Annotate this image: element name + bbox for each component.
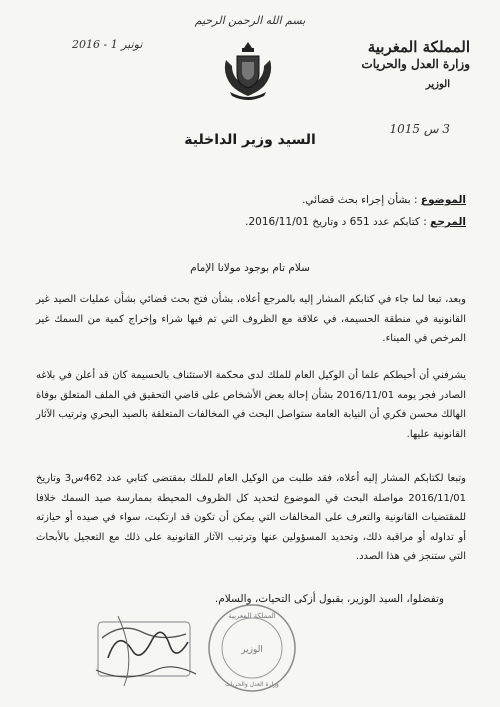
kingdom-name: المملكة المغربية [367,38,470,56]
paragraph-3: وتبعا لكتابكم المشار إليه أعلاه، فقد طلبت من الوكيل العام للملك بمقتضى كتابي عدد 462س3 وتاريخ 2016/11/01 مواصلة البحث في الموضوع لتحديد كل الظروف المحيطة بممارسة صيد السمك خلافا للمقتضيات القانونية والتعرف على المخالفات التي يمكن أن تكون قد ارتكبت، سواء في صيده أو حيازته أو تداوله أو مراقبة ذلك، وتحديد المسؤولين عنها وترتيب الآثار القانونية على ذلك مع التعجيل بالأبحاث التي ستنجز في هذا الصدد. [36,473,467,562]
paragraph-1: وبعد، تبعا لما جاء في كتابكم المشار إليه بالمرجع أعلاه، بشأن فتح بحث قضائي بشأن عمليات الصيد غير القانونية في منطقة الحسيمة، في علاقة مع الظروف التي تم فيها شراء وإخراج كمية من السمك غير المرخص في الميناء. [36,294,466,344]
basmala: بسم الله الرحمن الرحيم [194,14,306,27]
official-round-stamp-icon [206,602,298,694]
office-name: الوزير [425,79,450,90]
stamp-center-text: الوزير [241,645,263,655]
subject-text: : بشأن إجراء بحث قضائي. [302,194,418,206]
handwritten-date: 2016 - 1 نونبر [72,38,143,51]
subject-line [302,194,466,206]
signature-stamp-icon [88,608,208,698]
reference-label: المرجع [430,216,466,228]
royal-coat-of-arms-icon [220,40,276,102]
ministry-name: وزارة العدل والحريات [361,57,470,71]
addressee: السيد وزير الداخلية [184,132,316,148]
paragraph-2: يشرفني أن أحيطكم علما أن الوكيل العام للملك لدى محكمة الاستئناف بالحسيمة كان قد أعلن في بلاغه الصادر فجر يومه 2016/11/01 بشأن إحالة بعض الأشخاص على قاضي التحقيق في الملف المتعلق بوفاة الهالك محسن فكري أن النيابة العامة ستواصل البحث في المخالفات المتعلقة بالصيد البحري وترتيب الآثار القانونية عليها. [36,370,466,440]
greeting: سلام تام بوجود مولانا الإمام [190,262,310,274]
reference-text: : كتابكم عدد 651 د وتاريخ 2016/11/01. [245,216,427,228]
kingdom-header [350,38,470,92]
stamp-bottom-text: وزارة العدل والحريات [225,681,279,688]
closing-line: وتفضلوا، السيد الوزير، بقبول أزكى التحيات، والسلام. [214,593,444,605]
reference-line [245,216,466,228]
stamp-top-text: المملكة المغربية [228,612,276,620]
subject-label: الموضوع [420,194,466,206]
reference-number: 3 س 1015 [389,122,450,136]
